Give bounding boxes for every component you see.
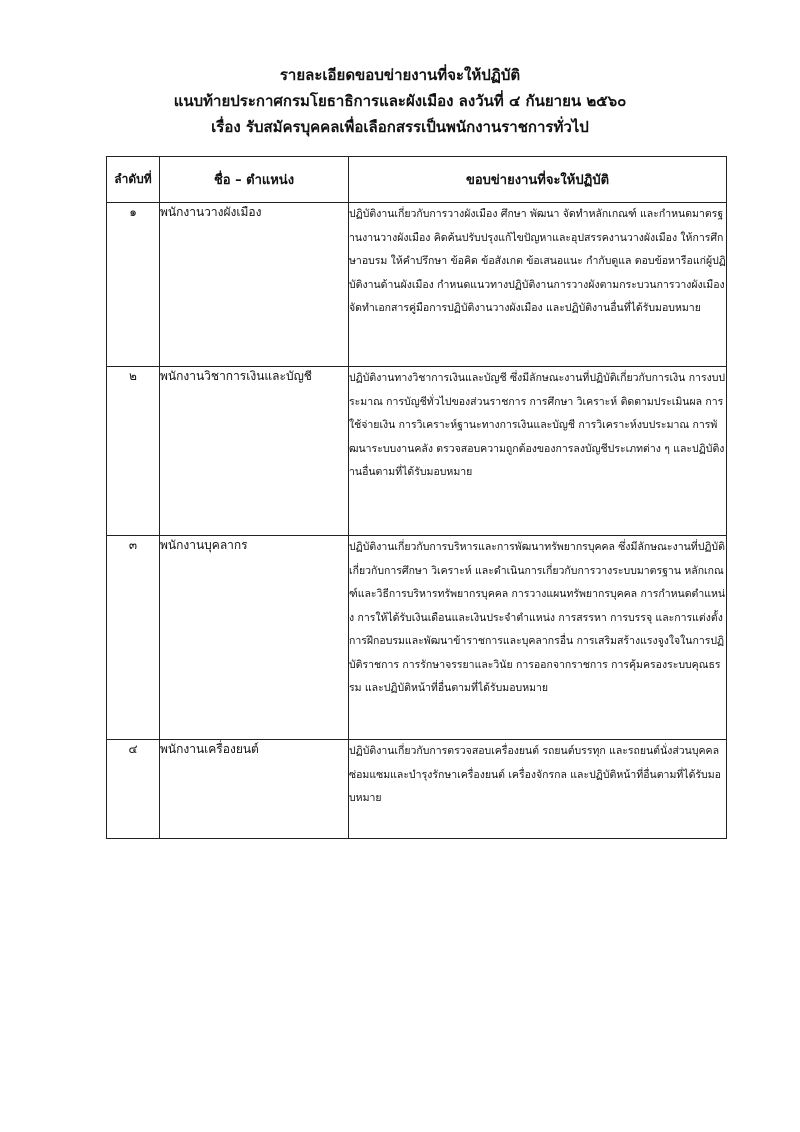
- position-name: พนักงานบุคลากร: [160, 536, 349, 740]
- table-row: [107, 203, 727, 367]
- duty-description: ปฏิบัติงานเกี่ยวกับการบริหารและการพัฒนาทรัพยากรบุคคล ซึ่งมีลักษณะงานที่ปฏิบัติเกี่ยวกับการศึกษา วิเคราะห์ และดำเนินการเกี่ยวกับการวางระบบมาตรฐาน หลักเกณฑ์และวิธีการบริหารทรัพยากรบุคคล การวางแผนทรัพยากรบุคคล การกำหนดตำแหน่ง การให้ได้รับเงินเดือนและเงินประจำตำแหน่ง การสรรหา การบรรจุ และการแต่งตั้ง การฝึกอบรมและพัฒนาข้าราชการและบุคลากรอื่น การเสริมสร้างแรงจูงใจในการปฏิบัติราชการ การรักษาจรรยาและวินัย การออกจากราชการ การคุ้มครองระบบคุณธรรม และปฏิบัติหน้าที่อื่นตามที่ได้รับมอบหมาย: [349, 536, 727, 740]
- announcement-reference: แนบท้ายประกาศกรมโยธาธิการและผังเมือง ลงวันที่ ๔ กันยายน ๒๕๖๐: [173, 92, 627, 110]
- duty-description: ปฏิบัติงานเกี่ยวกับการวางผังเมือง ศึกษา พัฒนา จัดทำหลักเกณฑ์ และกำหนดมาตรฐานงานวางผังเมือง คิดค้นปรับปรุงแก้ไขปัญหาและอุปสรรคงานวางผังเมือง ให้การศึกษาอบรม ให้คำปรึกษา ข้อคิด ข้อสังเกต ข้อเสนอแนะ กำกับดูแล ตอบข้อหารือแก่ผู้ปฏิบัติงานด้านผังเมือง กำหนดแนวทางปฏิบัติงานการวางผังตามกระบวนการวางผังเมือง จัดทำเอกสารคู่มือการปฏิบัติงานวางผังเมือง และปฏิบัติงานอื่นที่ได้รับมอบหมาย: [349, 203, 727, 367]
- position-name: พนักงานวางผังเมือง: [160, 203, 349, 367]
- duty-description: ปฏิบัติงานเกี่ยวกับการตรวจสอบเครื่องยนต์ รถยนต์บรรทุก และรถยนต์นั่งส่วนบุคคล ซ่อมแซมและบำรุงรักษาเครื่องยนต์ เครื่องจักรกล และปฏิบัติหน้าที่อื่นตามที่ได้รับมอบหมาย: [349, 740, 727, 839]
- table-row: [107, 536, 727, 740]
- position-name: พนักงานเครื่องยนต์: [160, 740, 349, 839]
- header-duty-scope: ขอบข่ายงานที่จะให้ปฏิบัติ: [349, 157, 727, 203]
- header-name-position: ชื่อ – ตำแหน่ง: [160, 157, 349, 203]
- row-number: ๓: [107, 536, 160, 740]
- row-number: ๔: [107, 740, 160, 839]
- table-header-row: [107, 157, 727, 203]
- announcement-subject: เรื่อง รับสมัครบุคคลเพื่อเลือกสรรเป็นพนักงานราชการทั่วไป: [211, 118, 589, 136]
- document-header: [0, 62, 800, 140]
- duty-description: ปฏิบัติงานทางวิชาการเงินและบัญชี ซึ่งมีลักษณะงานที่ปฏิบัติเกี่ยวกับการเงิน การงบประมาณ การบัญชีทั่วไปของส่วนราชการ การศึกษา วิเคราะห์ ติดตามประเมินผล การใช้จ่ายเงิน การวิเคราะห์ฐานะทางการเงินและบัญชี การวิเคราะห์งบประมาณ การพัฒนาระบบงานคลัง ตรวจสอบความถูกต้องของการลงบัญชีประเภทต่าง ๆ และปฏิบัติงานอื่นตามที่ได้รับมอบหมาย: [349, 367, 727, 536]
- document-title: รายละเอียดขอบข่ายงานที่จะให้ปฏิบัติ: [279, 66, 521, 84]
- table-row: [107, 740, 727, 839]
- table-row: [107, 367, 727, 536]
- header-order-number: ลำดับที่: [107, 157, 160, 203]
- position-name: พนักงานวิชาการเงินและบัญชี: [160, 367, 349, 536]
- duties-table: [106, 156, 727, 839]
- row-number: ๒: [107, 367, 160, 536]
- row-number: ๑: [107, 203, 160, 367]
